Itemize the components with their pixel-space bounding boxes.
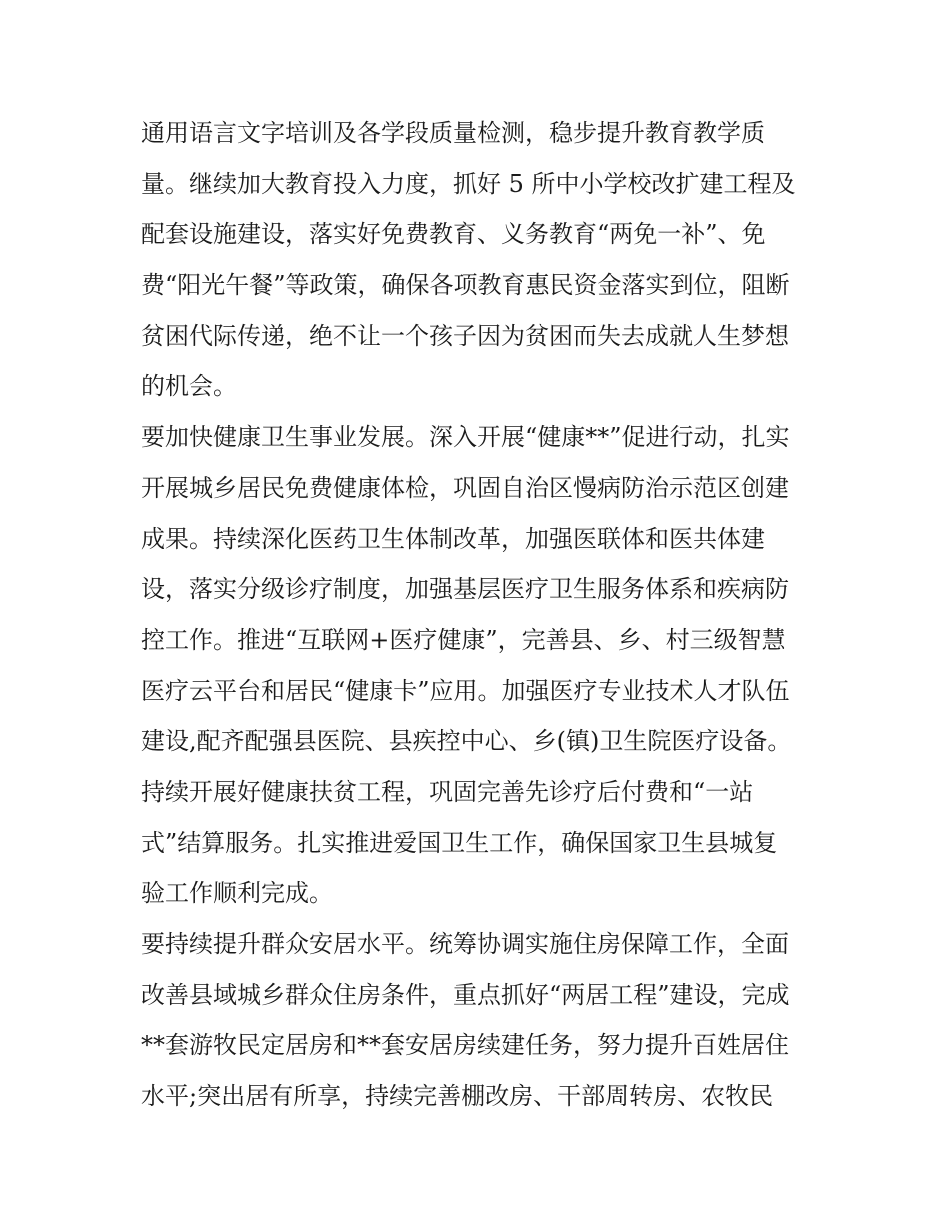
text-line: 改善县域城乡群众住房条件，重点抓好“两居工程”建设，完成 — [141, 980, 790, 1009]
text-line: 建设,配齐配强县医院、县疾控中心、乡(镇)卫生院医疗设备。 — [141, 727, 792, 756]
text-line: 验工作顺利完成。 — [141, 879, 333, 908]
text-line: 配套设施建设，落实好免费教育、义务教育“两免一补”、免 — [141, 220, 766, 249]
text-line: 费“阳光午餐”等政策，确保各项教育惠民资金落实到位，阻断 — [141, 271, 790, 300]
text-line: 贫困代际传递，绝不让一个孩子因为贫困而失去成就人生梦想 — [141, 321, 789, 350]
text-line: 控工作。推进“互联网+医疗健康”，完善县、乡、村三级智慧 — [141, 625, 786, 654]
text-line: 的机会。 — [141, 372, 237, 401]
text-line: 成果。持续深化医药卫生体制改革，加强医联体和医共体建 — [141, 524, 765, 553]
text-line: 设，落实分级诊疗制度，加强基层医疗卫生服务体系和疾病防 — [141, 575, 789, 604]
text-line: 通用语言文字培训及各学段质量检测，稳步提升教育教学质 — [141, 119, 765, 147]
text-line: 式”结算服务。扎实推进爱国卫生工作，确保国家卫生县城复 — [141, 828, 778, 857]
text-line: 开展城乡居民免费健康体检，巩固自治区慢病防治示范区创建 — [141, 473, 789, 502]
text-line: 水平;突出居有所享，持续完善棚改房、干部周转房、农牧民 — [141, 1082, 774, 1111]
text-line: 医疗云平台和居民“健康卡”应用。加强医疗专业技术人才队伍 — [141, 676, 790, 705]
text-line: 要持续提升群众安居水平。统筹协调实施住房保障工作，全面 — [141, 930, 789, 958]
document-body — [141, 108, 821, 1122]
text-line: 持续开展好健康扶贫工程，巩固完善先诊疗后付费和“一站 — [141, 777, 754, 806]
text-line: **套游牧民定居房和**套安居房续建任务，努力提升百姓居住 — [141, 1031, 789, 1060]
text-line: 要加快健康卫生事业发展。深入开展“健康**”促进行动，扎实 — [141, 423, 790, 452]
text-line: 量。继续加大教育投入力度，抓好 5 所中小学校改扩建工程及 — [141, 169, 796, 198]
